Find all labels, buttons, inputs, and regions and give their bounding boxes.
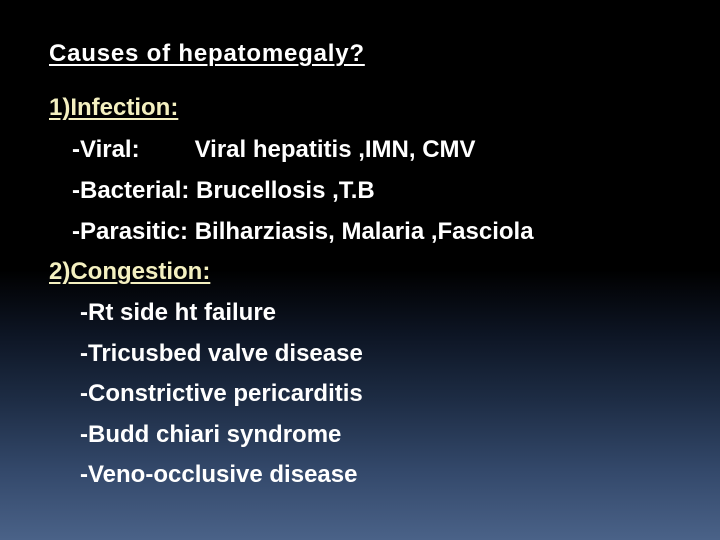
viral-label: -Viral: [72, 136, 140, 163]
viral-value: Viral hepatitis ,IMN, CMV [194, 136, 476, 163]
list-item-parasitic: -Parasitic: Bilharziasis, Malaria ,Fasciola [72, 218, 534, 245]
list-item-bacterial: -Bacterial: Brucellosis ,T.B [72, 177, 375, 204]
list-item-heart-failure: -Rt side ht failure [80, 299, 277, 326]
list-item-budd-chiari: -Budd chiari syndrome [80, 421, 342, 448]
section-heading-infection: 1)Infection: [49, 94, 179, 121]
list-item-pericarditis: -Constrictive pericarditis [80, 380, 363, 407]
slide-title: Causes of hepatomegaly? [49, 40, 365, 67]
list-item-tricuspid: -Tricusbed valve disease [80, 340, 363, 367]
section-heading-congestion: 2)Congestion: [49, 258, 211, 285]
list-item-veno-occlusive: -Veno-occlusive disease [80, 461, 358, 488]
list-item-viral [72, 136, 476, 164]
